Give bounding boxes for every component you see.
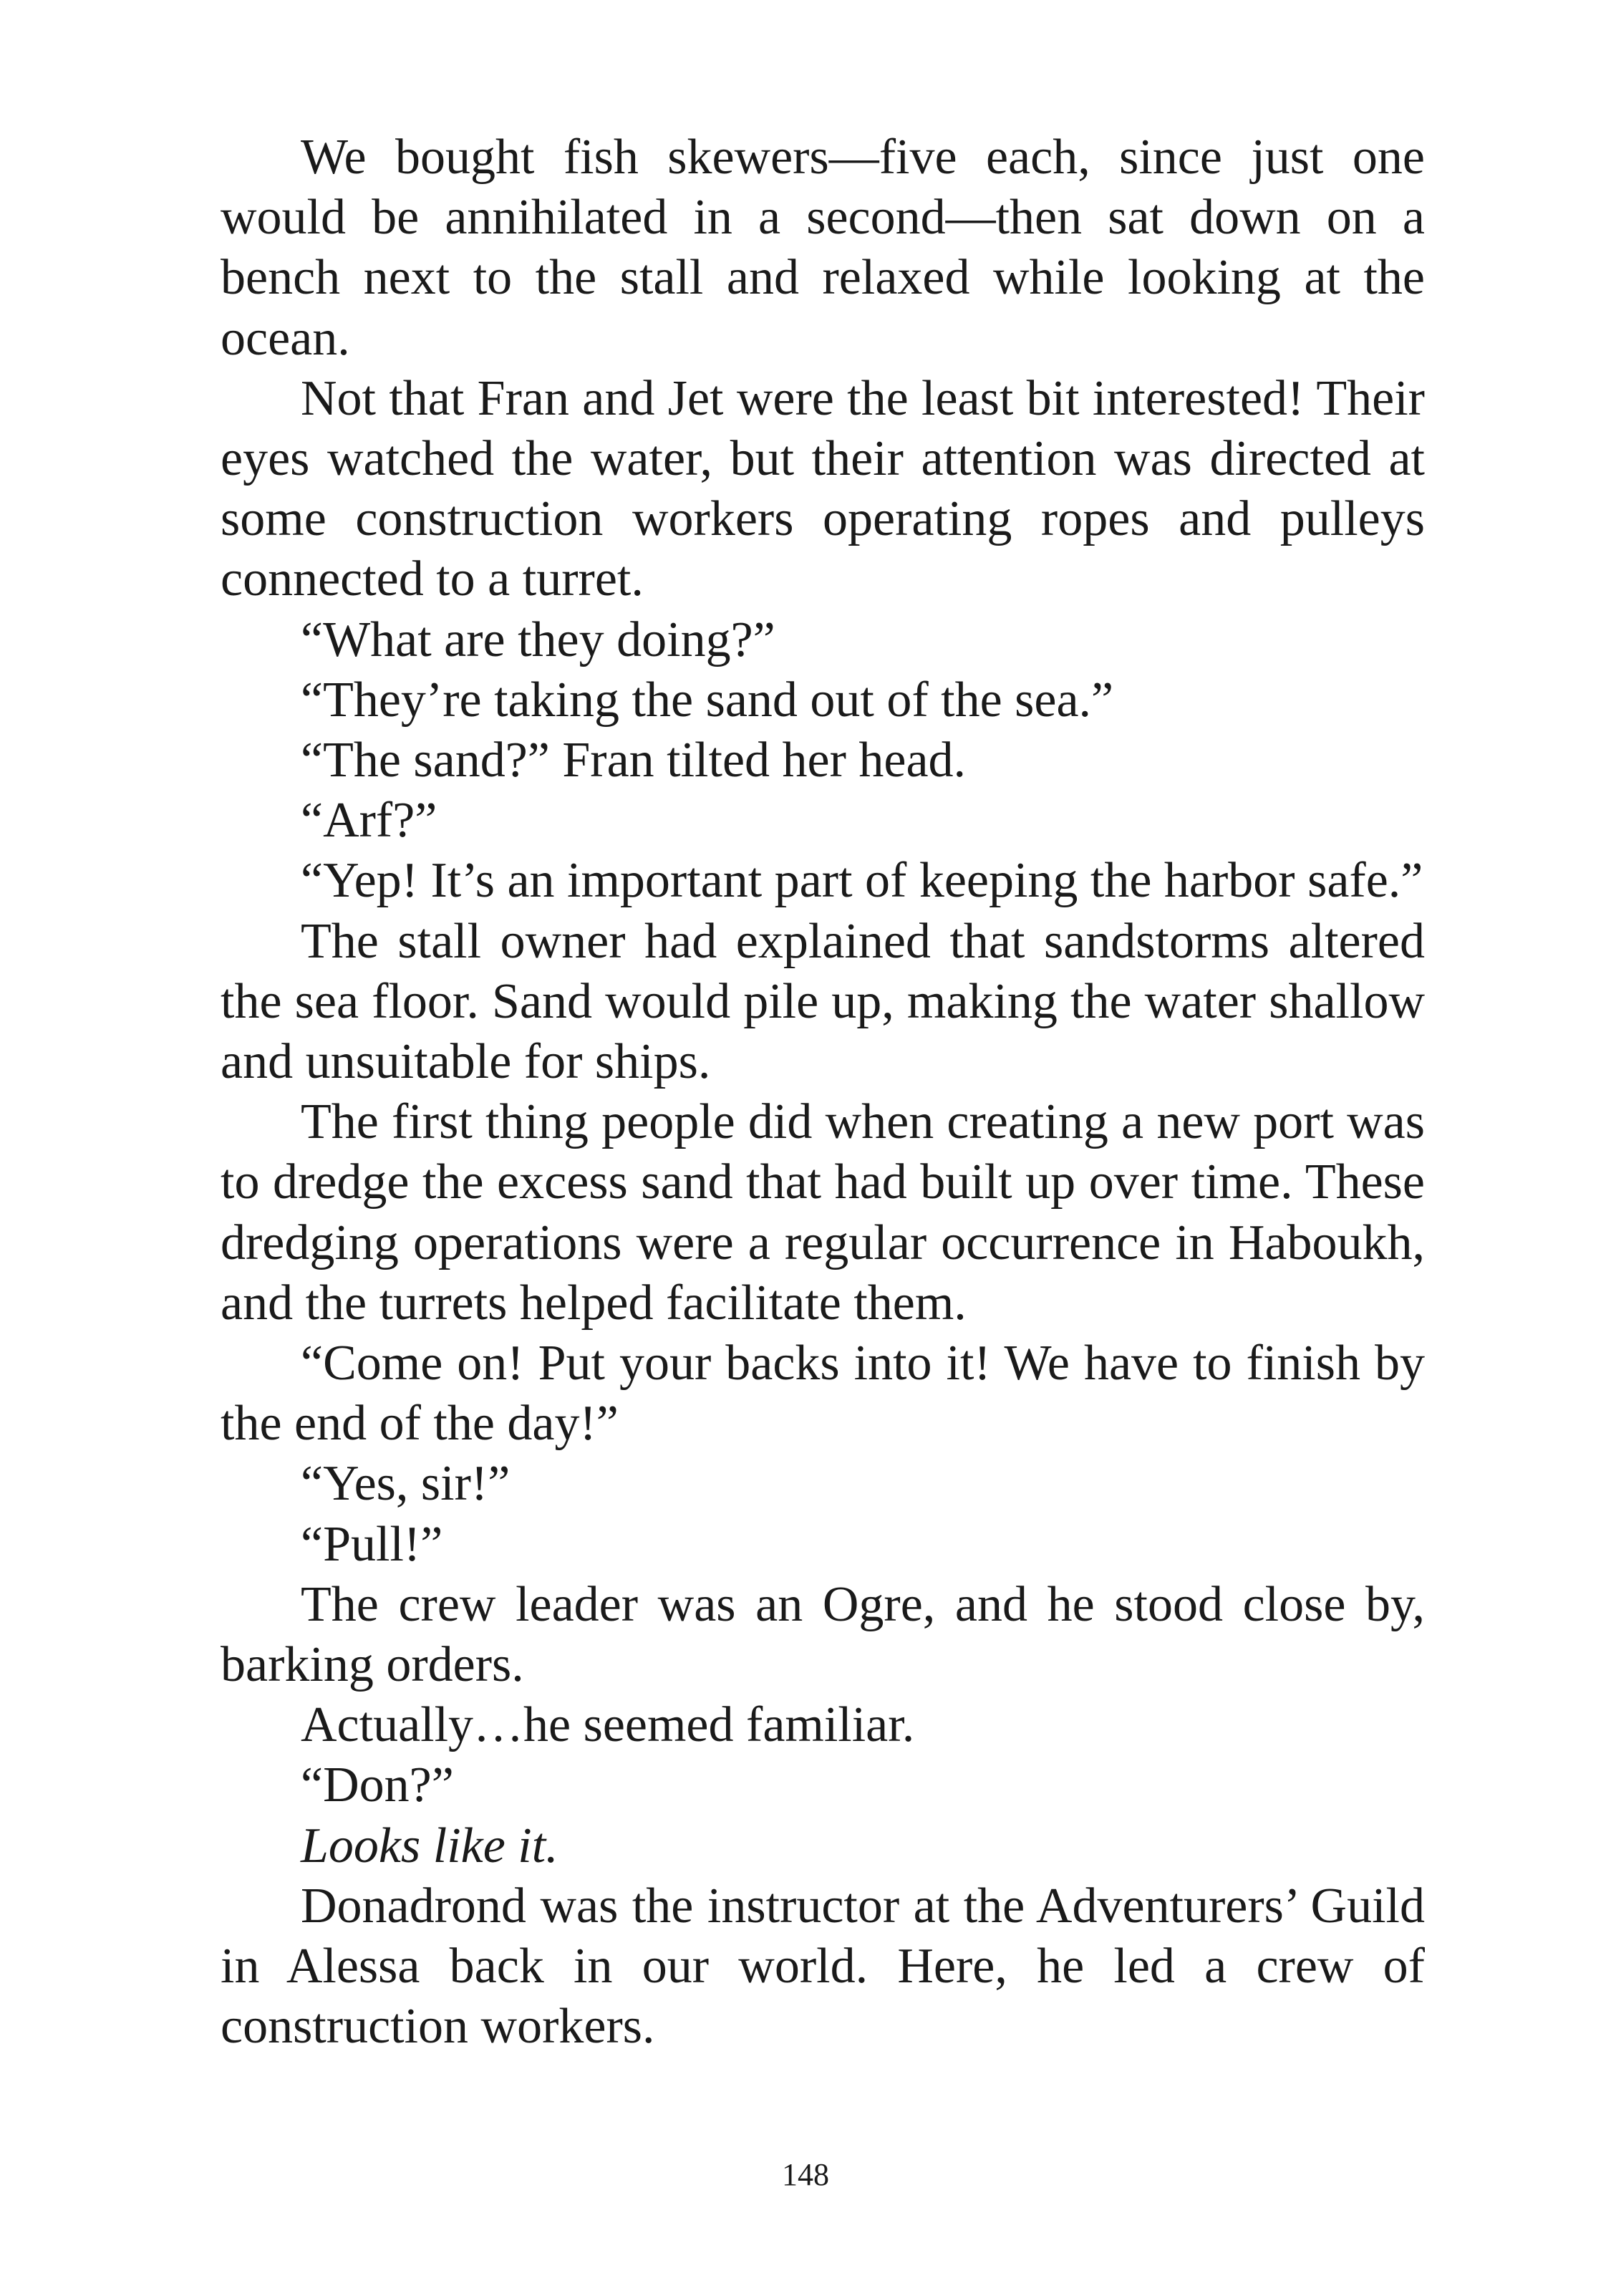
paragraph-8: The stall owner had explained that sandstorms altered the sea floor. Sand would pile up, making the water shallow and unsuitable for ships. (221, 913, 1425, 1090)
paragraph-12: “Pull!” (301, 1516, 443, 1572)
page-number: 148 (782, 2157, 829, 2192)
paragraph-10: “Come on! Put your backs into it! We have to finish by the end of the day!” (221, 1336, 1425, 1452)
paragraph-16: Looks like it. (301, 1818, 558, 1873)
paragraph-14: Actually…he seemed familiar. (301, 1697, 915, 1753)
paragraph-1: We bought fish skewers—five each, since just one would be annihilated in a second—then sat down on a bench next to the stall and relaxed while looking at the ocean. (221, 130, 1425, 366)
paragraph-4: “They’re taking the sand out of the sea.” (301, 672, 1114, 728)
paragraph-9: The first thing people did when creating a new port was to dredge the excess sand that had built up over time. These dredging operations were a regular occurrence in Haboukh, and the turrets helped facilitate them. (221, 1094, 1425, 1331)
paragraph-5: “The sand?” Fran tilted her head. (301, 733, 967, 788)
paragraph-3: “What are they doing?” (301, 612, 775, 667)
paragraph-7: “Yep! It’s an important part of keeping the harbor safe.” (301, 853, 1423, 909)
paragraph-2: Not that Fran and Jet were the least bit interested! Their eyes watched the water, but their attention was directed at some construction workers operating ropes and pulleys connected to a turret. (221, 370, 1425, 607)
paragraph-6: “Arf?” (301, 793, 437, 849)
paragraph-17: Donadrond was the instructor at the Adventurers’ Guild in Alessa back in our world. Here, he led a crew of construction workers. (221, 1878, 1425, 2055)
body-text (221, 127, 1425, 2058)
paragraph-13: The crew leader was an Ogre, and he stood close by, barking orders. (221, 1576, 1425, 1693)
paragraph-15: “Don?” (301, 1757, 454, 1813)
paragraph-11: “Yes, sir!” (301, 1456, 511, 1512)
